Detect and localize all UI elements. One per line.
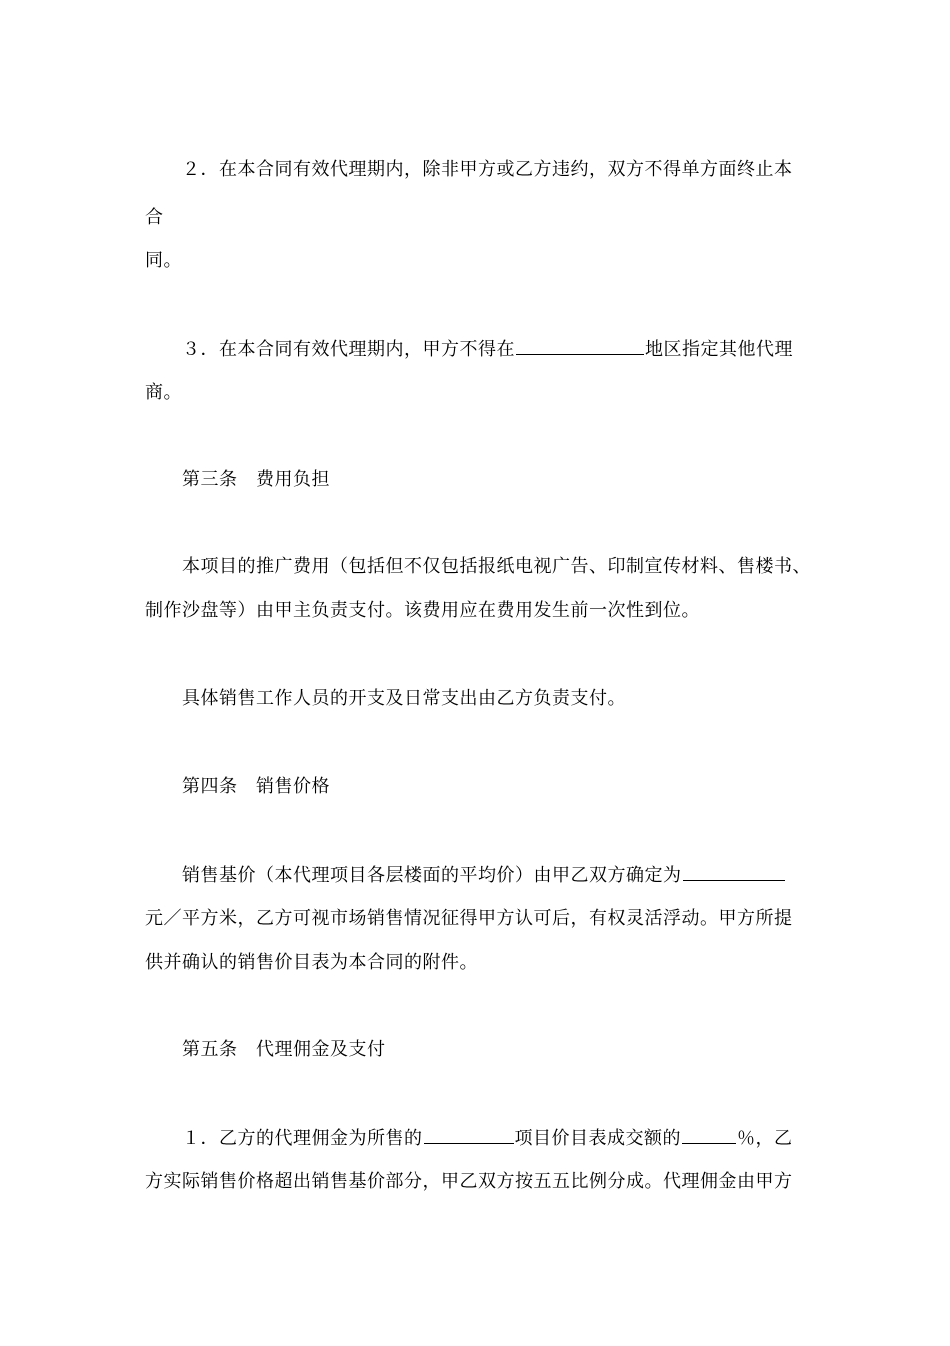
article-5-text-c: ％，乙 <box>737 1128 793 1149</box>
article-4-line-3: 供并确认的销售价目表为本合同的附件。 <box>145 952 478 973</box>
clause-2-line-1: ２．在本合同有效代理期内，除非甲方或乙方违约，双方不得单方面终止本 <box>182 159 793 180</box>
clause-3-line-2: 商。 <box>145 382 182 403</box>
article-4-line-2: 元／平方米，乙方可视市场销售情况征得甲方认可后，有权灵活浮动。甲方所提 <box>145 908 793 929</box>
region-blank <box>516 336 644 355</box>
article-4-line-1 <box>182 862 786 889</box>
clause-3-text-a: ３．在本合同有效代理期内，甲方不得在 <box>182 339 515 360</box>
article-3-para-1-line-1: 本项目的推广费用（包括但不仅包括报纸电视广告、印制宣传材料、售楼书、 <box>182 556 811 577</box>
clause-3-line-1 <box>182 336 793 363</box>
clause-3-text-b: 地区指定其他代理 <box>645 339 793 360</box>
article-5-text-a: １．乙方的代理佣金为所售的 <box>182 1128 423 1149</box>
article-3-heading: 第三条 费用负担 <box>182 469 330 490</box>
base-price-blank <box>683 862 785 881</box>
project-blank <box>424 1125 514 1144</box>
article-5-heading: 第五条 代理佣金及支付 <box>182 1039 386 1060</box>
article-3-para-2: 具体销售工作人员的开支及日常支出由乙方负责支付。 <box>182 688 626 709</box>
percent-blank <box>682 1125 736 1144</box>
article-5-line-2: 方实际销售价格超出销售基价部分，甲乙双方按五五比例分成。代理佣金由甲方 <box>145 1171 793 1192</box>
clause-2-line-2: 合 <box>145 207 164 228</box>
article-5-text-b: 项目价目表成交额的 <box>514 1128 681 1149</box>
article-4-text: 销售基价（本代理项目各层楼面的平均价）由甲乙双方确定为 <box>182 865 682 886</box>
clause-2-line-3: 同。 <box>145 250 182 271</box>
article-5-line-1 <box>182 1125 793 1152</box>
article-4-heading: 第四条 销售价格 <box>182 776 330 797</box>
article-3-para-1-line-2: 制作沙盘等）由甲主负责支付。该费用应在费用发生前一次性到位。 <box>145 600 700 621</box>
